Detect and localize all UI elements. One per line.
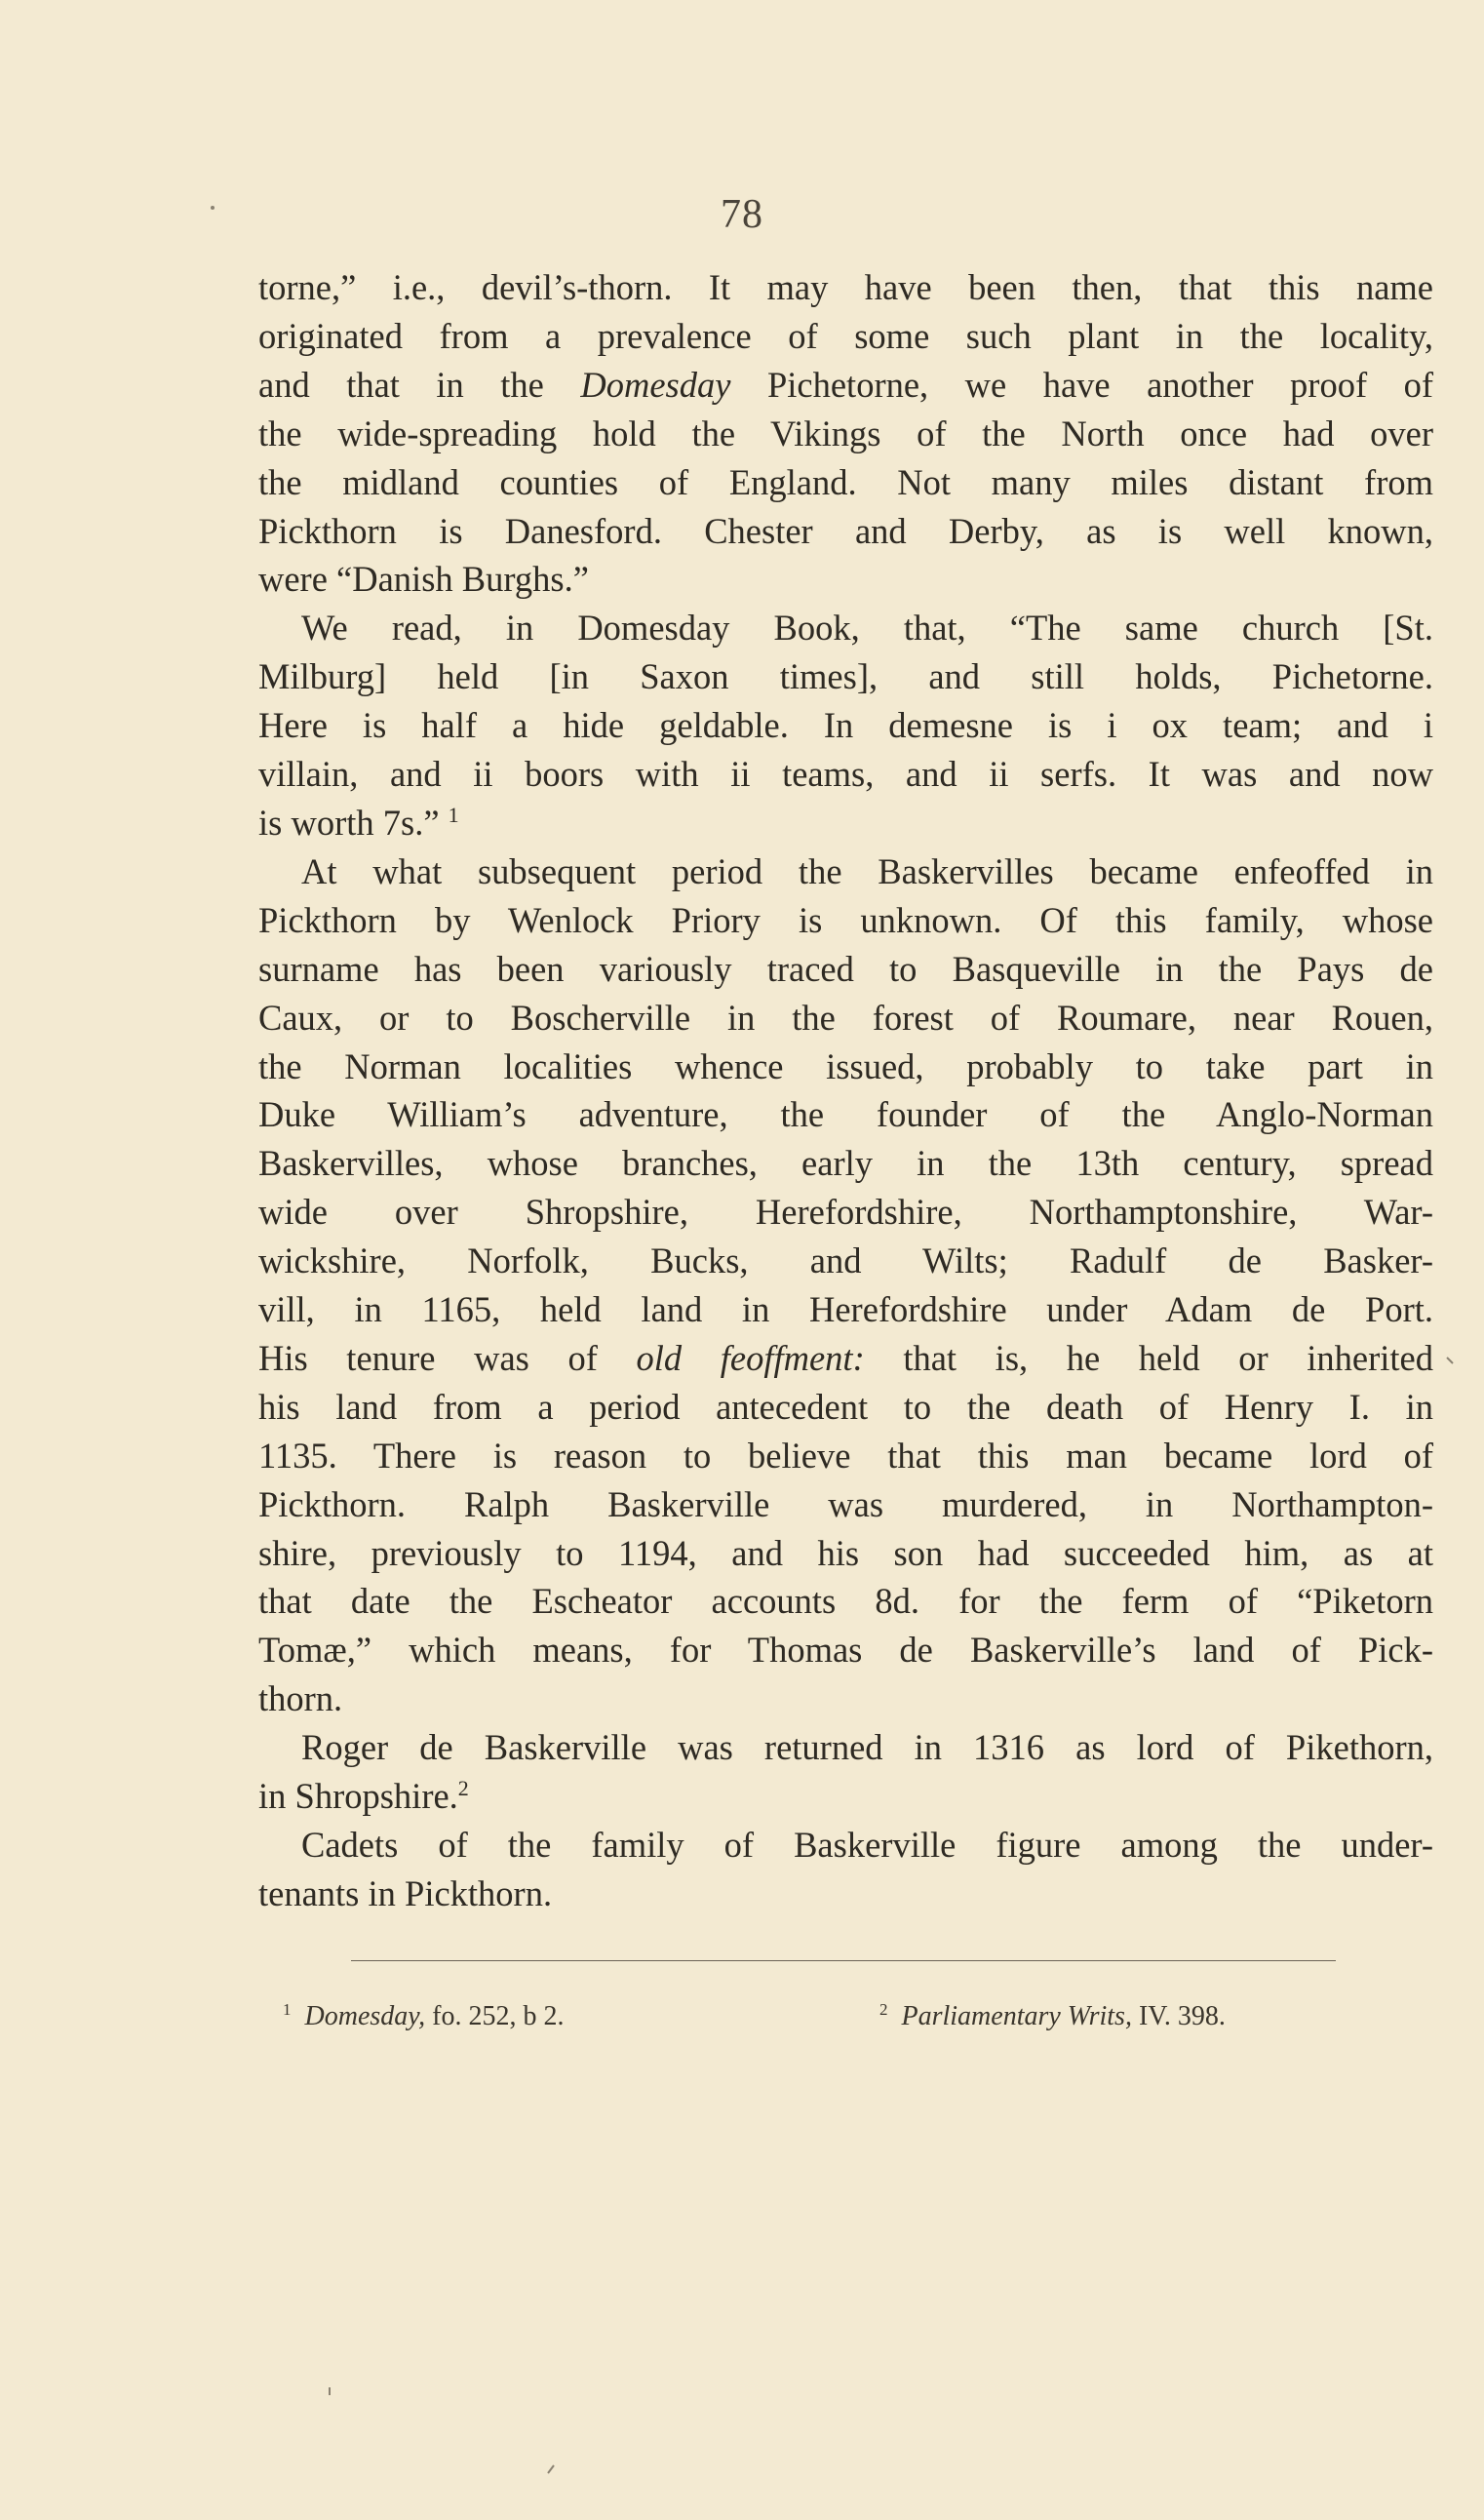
text-line: [258, 799, 1433, 847]
text-line: tenants in Pickthorn.: [258, 1872, 553, 1913]
text-line: thorn.: [258, 1678, 343, 1719]
text-line: Pickthorn by Wenlock Priory is unknown. Of this family, whose: [258, 899, 1433, 940]
text-line: Pickthorn. Ralph Baskerville was murdered, in Northampton-: [258, 1483, 1433, 1524]
footnote-ref: 2: [457, 1775, 469, 1800]
text-line: the midland counties of England. Not many miles distant from: [258, 461, 1433, 502]
page-number: 78: [721, 192, 763, 237]
text-fragment: His tenure was of: [258, 1337, 637, 1378]
footnote: [879, 2001, 1226, 2032]
text-line: Pickthorn is Danesford. Chester and Derby, as is well known,: [258, 510, 1433, 551]
text-line: Milburg] held [in Saxon times], and still holds, Pichetorne.: [258, 656, 1433, 697]
text-line: [258, 1772, 1433, 1821]
text-line: originated from a prevalence of some such plant in the locality,: [258, 315, 1433, 356]
text-line: Duke William’s adventure, the founder of the Anglo-Norman: [258, 1094, 1433, 1135]
text-fragment: is worth 7s.”: [258, 802, 440, 843]
footnote-title: Domesday,: [304, 2001, 426, 2031]
text-line: [258, 361, 1433, 410]
footnote-mark: 2: [879, 1999, 888, 2019]
stray-mark: [548, 2465, 554, 2473]
footnote-text: IV. 398.: [1131, 2001, 1226, 2031]
text-line: wickshire, Norfolk, Bucks, and Wilts; Radulf de Basker-: [258, 1240, 1433, 1281]
text-line: wide over Shropshire, Herefordshire, Northamptonshire, War-: [258, 1192, 1433, 1233]
text-line: that date the Escheator accounts 8d. for the ferm of “Piketorn: [258, 1581, 1433, 1622]
text-line: Roger de Baskerville was returned in 1316 as lord of Pikethorn,: [301, 1727, 1433, 1768]
stray-mark: [1447, 1358, 1453, 1363]
text-line: Tomæ,” which means, for Thomas de Baskerville’s land of Pick-: [258, 1630, 1433, 1671]
text-line: villain, and ii boors with ii teams, and ii serfs. It was and now: [258, 754, 1433, 795]
text-fragment: that is, he held or inherited: [864, 1337, 1433, 1378]
text-fragment: Pichetorne, we have another proof of: [730, 364, 1433, 405]
text-line: 1135. There is reason to believe that this man became lord of: [258, 1435, 1433, 1476]
paragraph: [258, 1821, 1433, 1918]
body-text: [258, 263, 1433, 1918]
text-fragment: and that in the: [258, 364, 581, 405]
text-line: torne,” i.e., devil’s-thorn. It may have been then, that this name: [258, 267, 1433, 307]
text-line: shire, previously to 1194, and his son had succeeded him, as at: [258, 1532, 1433, 1573]
text-line: [258, 1334, 1433, 1383]
footnote-ref: 1: [448, 802, 459, 827]
footnote-title: Parliamentary Writs,: [901, 2001, 1132, 2031]
text-line: Baskervilles, whose branches, early in the 13th century, spread: [258, 1143, 1433, 1184]
paragraph: [258, 847, 1433, 1723]
text-line: were “Danish Burghs.”: [258, 559, 589, 600]
paragraph: [258, 263, 1433, 604]
footnote-divider: [351, 1960, 1336, 1961]
italic-text: old feoffment:: [636, 1337, 865, 1378]
paragraph: [258, 604, 1433, 847]
text-line: the Norman localities whence issued, probably to take part in: [258, 1045, 1433, 1086]
text-line: Cadets of the family of Baskerville figure among the under-: [301, 1825, 1433, 1865]
italic-text: Domesday: [580, 364, 731, 405]
text-line: We read, in Domesday Book, that, “The same church [St.: [301, 608, 1433, 649]
text-line: the wide-spreading hold the Vikings of the North once had over: [258, 413, 1433, 453]
footnote: [283, 2001, 564, 2032]
text-line: Caux, or to Boscherville in the forest of Roumare, near Rouen,: [258, 997, 1433, 1038]
text-line: his land from a period antecedent to the death of Henry I. in: [258, 1386, 1433, 1427]
footnote-text: fo. 252, b 2.: [425, 2001, 565, 2031]
footnote-mark: 1: [283, 1999, 292, 2019]
text-line: At what subsequent period the Baskervilles became enfeoffed in: [301, 850, 1433, 891]
paragraph: [258, 1723, 1433, 1821]
text-line: vill, in 1165, held land in Herefordshire under Adam de Port.: [258, 1289, 1433, 1330]
text-line: surname has been variously traced to Basqueville in the Pays de: [258, 948, 1433, 989]
text-fragment: in Shropshire.: [258, 1776, 458, 1817]
text-line: Here is half a hide geldable. In demesne is i ox team; and i: [258, 705, 1433, 746]
